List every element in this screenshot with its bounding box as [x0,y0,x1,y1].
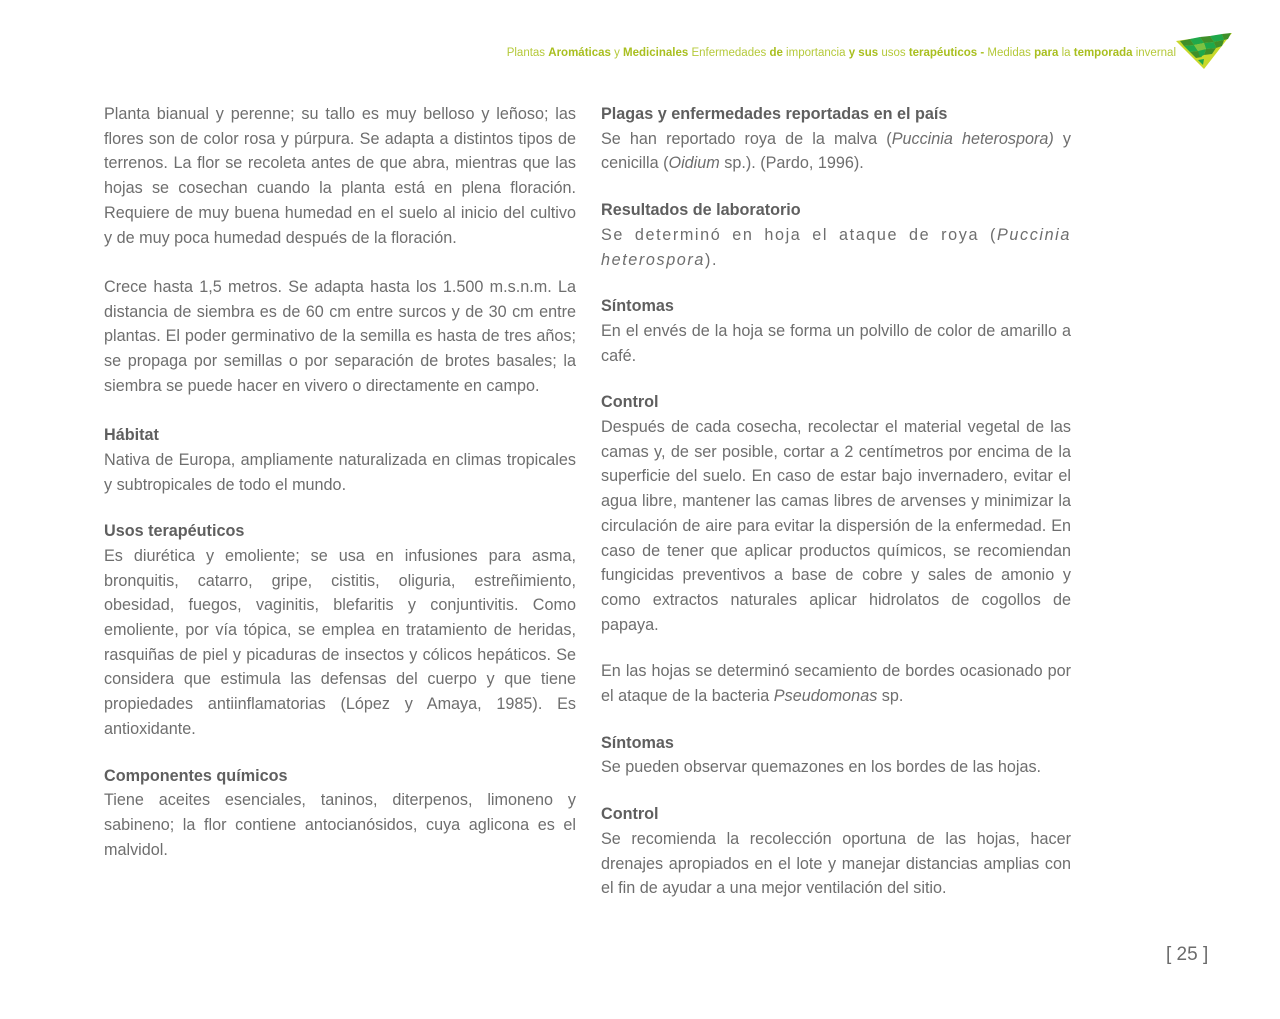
green-checkered-triangle-logo-icon [1176,33,1232,69]
symptoms-section [601,294,1071,368]
section-text: Nativa de Europa, ampliamente naturalizada en climas tropicales y subtropicales de todo el mundo. [104,450,576,494]
control-section-2 [601,802,1071,901]
section-heading: Síntomas [601,297,674,316]
section-text: Se pueden observar quemazones en los bordes de las hojas. [601,758,1042,777]
lab-results-section [601,198,1071,272]
bacteria-paragraph [601,659,1071,708]
header-segment: usos [878,47,909,59]
section-heading: Resultados de laboratorio [601,201,801,220]
header-segment: y [610,47,624,59]
section-heading: Usos terapéuticos [104,522,245,541]
section-heading: Hábitat [104,426,159,445]
section-text: En el envés de la hoja se forma un polvillo de color de amarillo a café. [601,321,1071,365]
text-run: Se han reportado roya de la malva ( [601,129,892,148]
header-segment: y sus [848,47,879,59]
chemical-components-section [104,764,576,863]
section-text [601,127,1071,176]
header-segment: la [1058,47,1074,59]
section-text [601,659,1071,708]
section-text [601,223,1071,272]
running-header [507,47,1176,59]
text-run: En las hojas se determinó secamiento de bordes ocasionado por el ataque de la bacteria [601,662,1071,706]
section-heading: Componentes químicos [104,766,288,785]
header-segment: Enfermedades [688,47,770,59]
header-segment: Plantas [506,47,549,59]
section-text: Después de cada cosecha, recolectar el material vegetal de las camas y, de ser posible, cortar a 2 centímetros por encima de la superficie del suelo. En caso de estar bajo invernadero, evitar el agua libre, mantener las camas libres de arvenses y minimizar la circulación de aire para evitar la dispersión de la enfermedad. En caso de tener que aplicar productos químicos, se recomiendan fungicidas preventivos a base de cobre y sales de amonio y como extractos naturales aplicar hidrolatos de cogollos de papaya. [601,418,1071,634]
text-run: sp.). (Pardo, 1996). [719,154,864,173]
text-run: ). [705,250,719,269]
species-name: Oidium [668,154,720,173]
text-run: sp. [877,687,904,706]
page-number: [ 25 ] [1166,944,1209,965]
header-segment: Aromáticas [548,47,611,59]
right-column [601,102,1071,923]
symptoms-section-2 [601,731,1071,780]
section-heading: Plagas y enfermedades reportadas en el país [601,105,948,123]
section-text: Tiene aceites esenciales, taninos, diterpenos, limoneno y sabineno; la flor contiene antocianósidos, cuya aglicona es el malvidol. [104,791,576,859]
species-name: Puccinia heterospora) [891,129,1054,148]
header-segment: de [769,47,783,59]
header-segment: terapéuticos - [908,47,985,59]
header-segment: temporada [1073,47,1133,59]
header-segment: Medicinales [623,47,689,59]
header-segment: para [1034,47,1059,59]
header-segment: invernal [1132,47,1176,59]
control-section [601,390,1071,637]
therapeutic-uses-section [104,519,576,741]
text-run: Se determinó en hoja el ataque de roya ( [601,225,997,244]
section-heading: Síntomas [601,733,674,752]
section-text: Se recomienda la recolección oportuna de las hojas, hacer drenajes apropiados en el lote y manejar distancias amplias con el fin de ayudar a una mejor ventilación del sitio. [601,829,1071,898]
section-heading: Control [601,805,659,824]
species-name: Puccinia heterospora [601,225,1071,269]
section-heading: Control [601,393,659,412]
intro-paragraph: Planta bianual y perenne; su tallo es muy belloso y leñoso; las flores son de color rosa y púrpura. Se adapta a distintos tipos de terrenos. La flor se recoleta antes de que abra, mientras que las hojas se cosechan cuando la planta está en plena floración. Requiere de muy buena humedad en el suelo al inicio del cultivo y de muy poca humedad después de la floración. [104,105,576,247]
habitat-section [104,423,576,497]
section-text: Es diurética y emoliente; se usa en infusiones para asma, bronquitis, catarro, gripe, cistitis, oliguria, estreñimiento, obesidad, fuegos, vaginitis, blefaritis y conjuntivitis. Como emoliente, por vía tópica, se emplea en tratamiento de heridas, rasquiñas de piel y picaduras de insectos y cólicos hepáticos. Se considera que estimula las defensas del cuerpo y que tiene propiedades antiinflamatorias (López y Amaya, 1985). Es antioxidante. [104,546,576,738]
text-run: y cenicilla ( [601,129,1072,173]
pests-section [601,102,1071,176]
species-name: Pseudomonas [773,687,878,706]
header-segment: Medidas [984,47,1035,59]
growth-paragraph: Crece hasta 1,5 metros. Se adapta hasta los 1.500 m.s.n.m. La distancia de siembra es de 60 cm entre surcos y de 30 cm entre plantas. El poder germinativo de la semilla es hasta de tres años; se propaga por semillas o por separación de brotes basales; la siembra se puede hacer en vivero o directamente en campo. [104,277,576,395]
left-column [104,102,576,884]
header-segment: importancia [782,47,849,59]
